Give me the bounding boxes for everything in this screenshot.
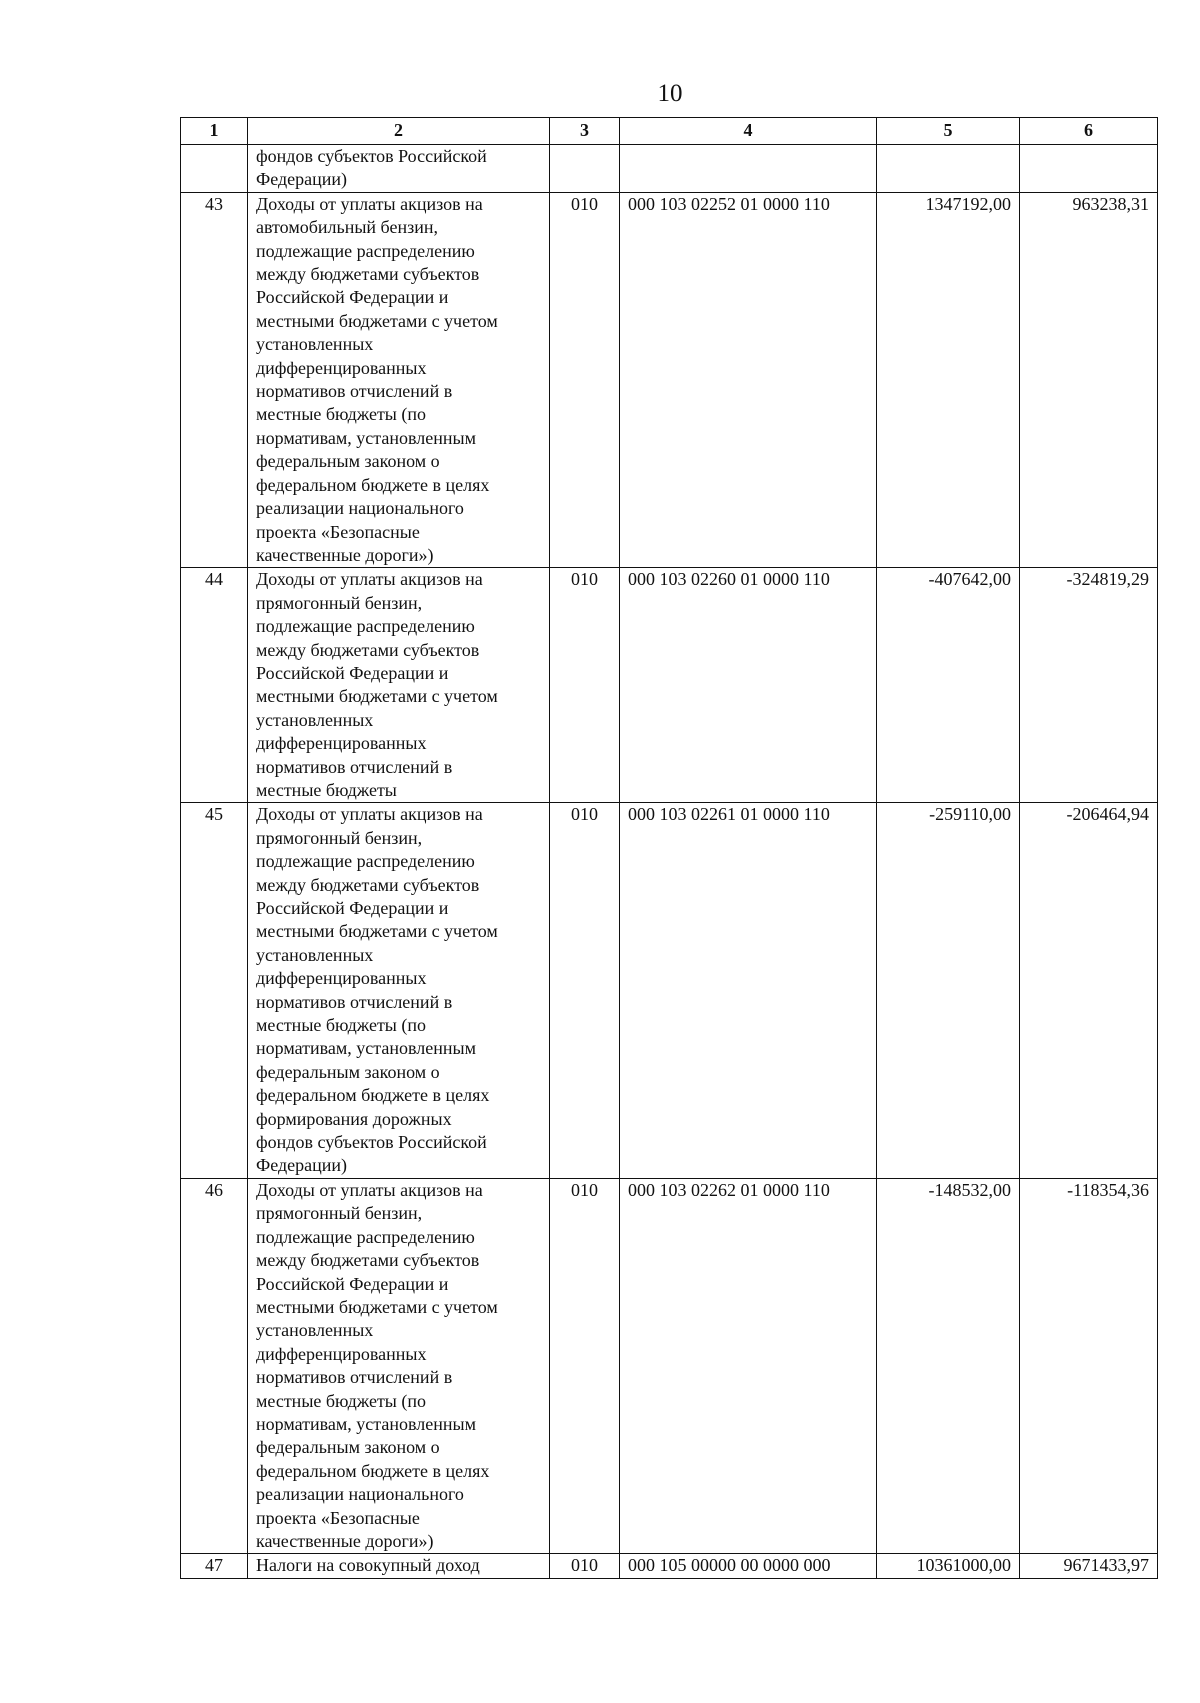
description-line: федеральном бюджете в целях [256,474,490,495]
actual-amount-cell: -118354,36 [1020,1178,1158,1554]
description-line: дифференцированных [256,357,427,378]
description-cell [248,1178,550,1554]
actual-amount-cell: 9671433,97 [1020,1554,1158,1578]
table-row [181,803,1158,1179]
description-cell [248,803,550,1179]
column-header: 2 [248,118,550,145]
description-line: дифференцированных [256,968,427,989]
revenue-table [180,117,1158,1579]
actual-amount-cell: -206464,94 [1020,803,1158,1179]
planned-amount-cell: -148532,00 [877,1178,1020,1554]
admin-code-cell: 010 [550,1178,620,1554]
row-number-cell: 46 [181,1178,248,1554]
description-line: дифференцированных [256,733,427,754]
description-line: федеральным законом о [256,451,440,472]
description-line: между бюджетами субъектов [256,1250,480,1271]
description-line: реализации национального [256,498,464,519]
description-line: Доходы от уплаты акцизов на [256,569,483,590]
description-line: Российской Федерации и [256,662,449,683]
budget-code-cell [620,145,877,193]
table-row [181,568,1158,803]
admin-code-cell: 010 [550,803,620,1179]
description-line: установленных [256,944,374,965]
description-line: местными бюджетами с учетом [256,921,498,942]
table-row [181,1178,1158,1554]
description-line: Федерации) [256,169,348,190]
description-line: Российской Федерации и [256,898,449,918]
description-line: местными бюджетами с учетом [256,1296,498,1317]
row-number-cell: 43 [181,192,248,568]
page-number: 10 [657,80,683,107]
description-line: местные бюджеты (по [256,404,427,425]
description-line: местными бюджетами с учетом [256,686,498,707]
description-line: подлежащие распределению [256,1226,475,1247]
description-line: федеральном бюджете в целях [256,1460,490,1481]
description-line: проекта «Безопасные [256,521,420,542]
column-header: 6 [1020,118,1158,145]
description-line: между бюджетами субъектов [256,639,480,660]
description-line: Налоги на совокупный доход [256,1555,480,1576]
planned-amount-cell: 10361000,00 [877,1554,1020,1578]
description-line: Доходы от уплаты акцизов на [256,1179,483,1200]
description-cell [248,192,550,568]
description-cell [248,1554,550,1578]
description-cell [248,145,550,193]
description-line: проекта «Безопасные [256,1507,420,1528]
description-line: качественные дороги») [256,544,434,565]
description-line: формирования дорожных [256,1108,452,1129]
planned-amount-cell: -407642,00 [877,568,1020,803]
planned-amount-cell [877,145,1020,193]
actual-amount-cell: 963238,31 [1020,192,1158,568]
column-header: 4 [620,118,877,145]
admin-code-cell: 010 [550,568,620,803]
budget-code-cell: 000 105 00000 00 0000 000 [620,1554,877,1578]
description-line: прямогонный бензин, [256,592,423,613]
description-line: фондов субъектов Российской [256,146,487,166]
description-line: Доходы от уплаты акцизов на [256,804,483,825]
column-header: 3 [550,118,620,145]
row-number-cell: 45 [181,803,248,1179]
description-line: подлежащие распределению [256,851,475,872]
budget-code-cell: 000 103 02260 01 0000 110 [620,568,877,803]
description-line: фондов субъектов Российской [256,1132,487,1153]
description-line: Российской Федерации и [256,287,449,308]
table-row [181,145,1158,193]
description-line: федеральном бюджете в целях [256,1085,490,1106]
table-body [181,145,1158,1579]
planned-amount-cell: 1347192,00 [877,192,1020,568]
row-number-cell [181,145,248,193]
actual-amount-cell: -324819,29 [1020,568,1158,803]
row-number-cell: 47 [181,1554,248,1578]
description-line: между бюджетами субъектов [256,264,480,285]
column-header: 1 [181,118,248,145]
budget-code-cell: 000 103 02252 01 0000 110 [620,192,877,568]
description-line: нормативам, установленным [256,1413,476,1434]
table-row [181,192,1158,568]
actual-amount-cell [1020,145,1158,193]
description-line: местные бюджеты (по [256,1015,427,1036]
description-line: прямогонный бензин, [256,1203,423,1224]
description-line: федеральным законом о [256,1437,440,1458]
description-line: Российской Федерации и [256,1273,449,1294]
description-line: Доходы от уплаты акцизов на [256,193,483,214]
description-line: нормативов отчислений в [256,1367,453,1388]
description-line: реализации национального [256,1484,464,1505]
description-line: местные бюджеты [256,779,397,800]
description-line: дифференцированных [256,1343,427,1364]
description-line: нормативам, установленным [256,427,476,448]
planned-amount-cell: -259110,00 [877,803,1020,1179]
description-line: нормативам, установленным [256,1038,476,1059]
description-line: установленных [256,709,374,730]
description-line: подлежащие распределению [256,616,475,637]
description-cell [248,568,550,803]
description-line: нормативов отчислений в [256,991,453,1012]
admin-code-cell [550,145,620,193]
description-line: подлежащие распределению [256,240,475,261]
column-header: 5 [877,118,1020,145]
description-line: местные бюджеты (по [256,1390,427,1411]
admin-code-cell: 010 [550,1554,620,1578]
row-number-cell: 44 [181,568,248,803]
description-line: местными бюджетами с учетом [256,310,498,331]
budget-code-cell: 000 103 02261 01 0000 110 [620,803,877,1179]
budget-code-cell: 000 103 02262 01 0000 110 [620,1178,877,1554]
description-line: нормативов отчислений в [256,756,453,777]
description-line: установленных [256,334,374,355]
description-line: федеральным законом о [256,1061,440,1082]
description-line: качественные дороги») [256,1530,434,1551]
table-row [181,1554,1158,1578]
description-line: между бюджетами субъектов [256,874,480,895]
admin-code-cell: 010 [550,192,620,568]
description-line: установленных [256,1320,374,1341]
description-line: нормативов отчислений в [256,381,453,402]
description-line: автомобильный бензин, [256,217,438,238]
description-line: Федерации) [256,1155,348,1176]
table-header-row [181,118,1158,145]
description-line: прямогонный бензин, [256,827,423,848]
